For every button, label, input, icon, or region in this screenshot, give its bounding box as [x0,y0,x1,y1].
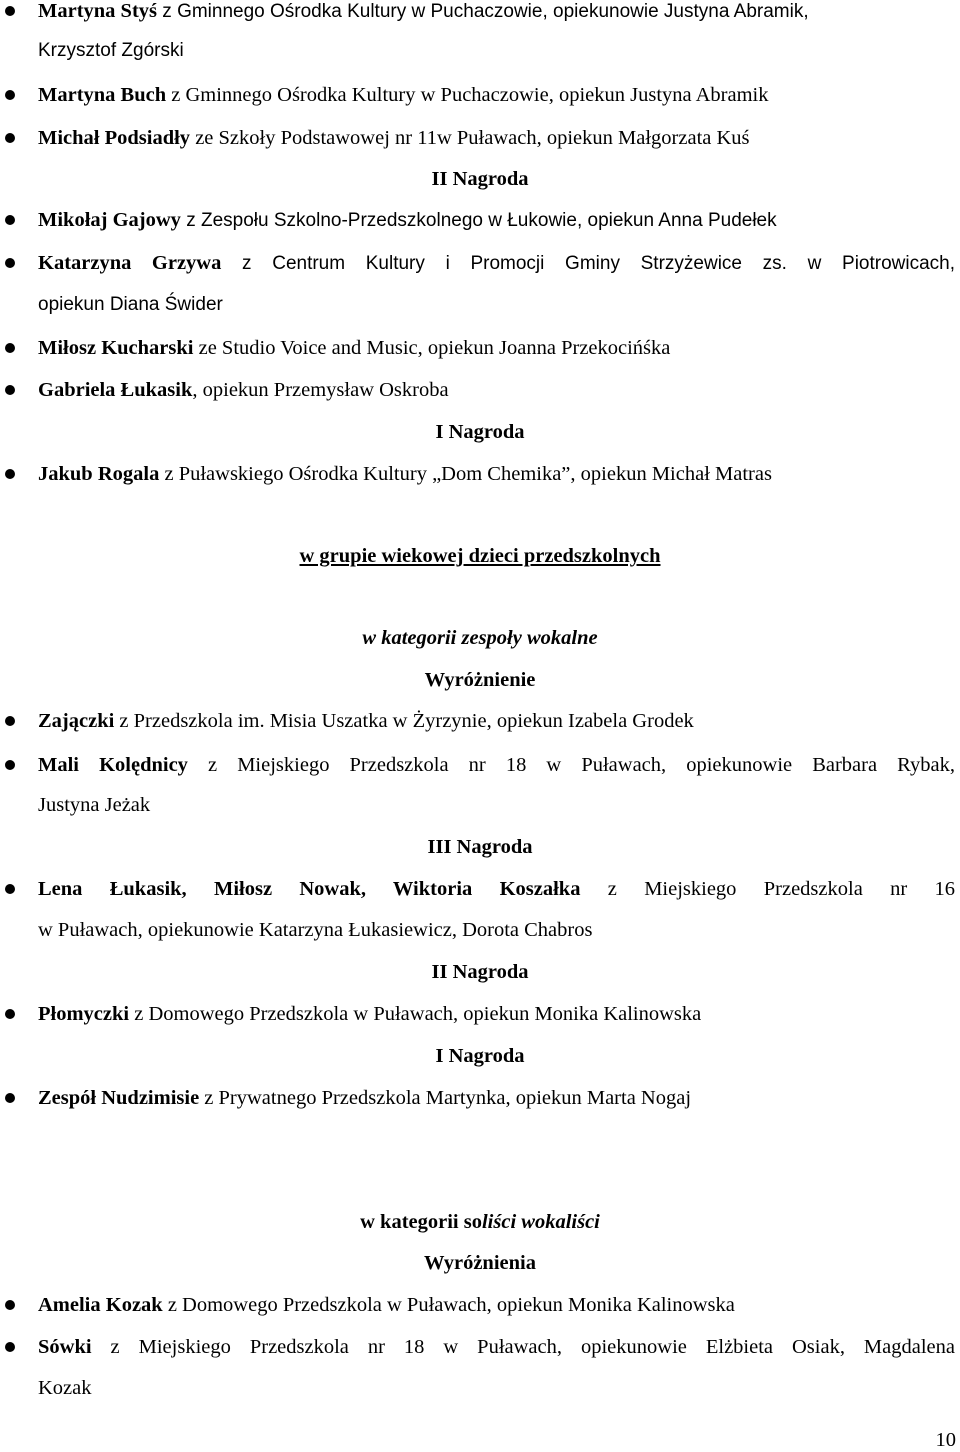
entry-details-cont: w Puławach, opiekunowie Katarzyna Łukasiewicz, Dorota Chabros [38,919,593,941]
bullet-icon [0,1291,20,1319]
participant-name: Katarzyna Grzywa [38,252,222,274]
bullet-icon [0,707,20,735]
participant-name: Sówki [38,1336,92,1358]
participant-name: Martyna Buch [38,84,167,106]
participant-name: Gabriela Łukasik [38,379,193,401]
entry-details: z Przedszkola im. Misia Uszatka w Żyrzynie, opiekun Izabela Grodek [114,710,694,732]
entry-details: , opiekun Przemysław Oskroba [192,379,449,401]
participant-name: Lena Łukasik, Miłosz Nowak, Wiktoria Koszałka [38,878,581,900]
prize-heading: II Nagroda [431,168,529,190]
bullet-icon [0,334,20,362]
prize-heading: I Nagroda [435,1045,525,1067]
bullet-icon [0,206,20,234]
category-heading: w kategorii soliści wokaliści [360,1211,600,1233]
entry-details: z Miejskiego Przedszkola nr 18 w Puławach, opiekunowie Barbara Rybak, [187,754,955,776]
entry-details-cont: Krzysztof Zgórski [38,40,184,61]
participant-name: Mali Kolędnicy [38,754,188,776]
participant-name: Zajączki [38,710,115,732]
participant-name: Miłosz Kucharski [38,337,194,359]
entry-details: z Domowego Przedszkola w Puławach, opiekun Monika Kalinowska [162,1294,735,1316]
prize-heading: Wyróżnienie [424,669,536,691]
entry-details: z Domowego Przedszkola w Puławach, opiekun Monika Kalinowska [129,1003,702,1025]
bullet-icon [0,249,20,277]
bullet-icon [0,875,20,903]
entry-details-cont: Justyna Jeżak [38,794,151,816]
entry-details: ze Szkoły Podstawowej nr 11w Puławach, opiekun Małgorzata Kuś [190,127,750,149]
prize-heading: Wyróżnienia [424,1252,536,1274]
bullet-icon [0,1084,20,1112]
entry-details: z Zespołu Szkolno-Przedszkolnego w Łukowie, opiekun Anna Pudełek [180,210,777,231]
participant-name: Zespół Nudzimisie [38,1087,200,1109]
bullet-icon [0,460,20,488]
participant-name: Michał Podsiadły [38,127,191,149]
bullet-icon [0,1333,20,1361]
entry-details: z Gminnego Ośrodka Kultury w Puchaczowie, opiekunowie Justyna Abramik, [157,1,809,22]
participant-name: Płomyczki [38,1003,130,1025]
category-heading: w kategorii zespoły wokalne [362,627,598,649]
bullet-icon [0,751,20,779]
participant-name: Martyna Styś [38,0,158,22]
prize-heading: II Nagroda [431,961,529,983]
entry-details: z Miejskiego Przedszkola nr 18 w Puławach, opiekunowie Elżbieta Osiak, Magdalena [91,1336,955,1358]
age-group-heading: w grupie wiekowej dzieci przedszkolnych [299,545,661,567]
page-number: 10 [935,1429,956,1451]
participant-name: Amelia Kozak [38,1294,163,1316]
bullet-icon [0,81,20,109]
entry-details: z Puławskiego Ośrodka Kultury „Dom Chemika”, opiekun Michał Matras [159,463,772,485]
entry-details: ze Studio Voice and Music, opiekun Joanna Przekocińśka [193,337,671,359]
entry-details-cont: Kozak [38,1377,92,1399]
entry-details: z Miejskiego Przedszkola nr 16 [580,878,955,900]
bullet-icon [0,1000,20,1028]
prize-heading: III Nagroda [427,836,533,858]
bullet-icon [0,376,20,404]
entry-details: z Centrum Kultury i Promocji Gminy Strzyżewice zs. w Piotrowicach, [221,253,956,274]
entry-details: z Gminnego Ośrodka Kultury w Puchaczowie, opiekun Justyna Abramik [166,84,769,106]
participant-name: Mikołaj Gajowy [38,209,181,231]
bullet-icon [0,124,20,152]
bullet-icon [0,0,20,25]
entry-details: z Prywatnego Przedszkola Martynka, opiekun Marta Nogaj [199,1087,692,1109]
participant-name: Jakub Rogala [38,463,160,485]
entry-details-cont: opiekun Diana Świder [38,294,223,315]
prize-heading: I Nagroda [435,421,525,443]
